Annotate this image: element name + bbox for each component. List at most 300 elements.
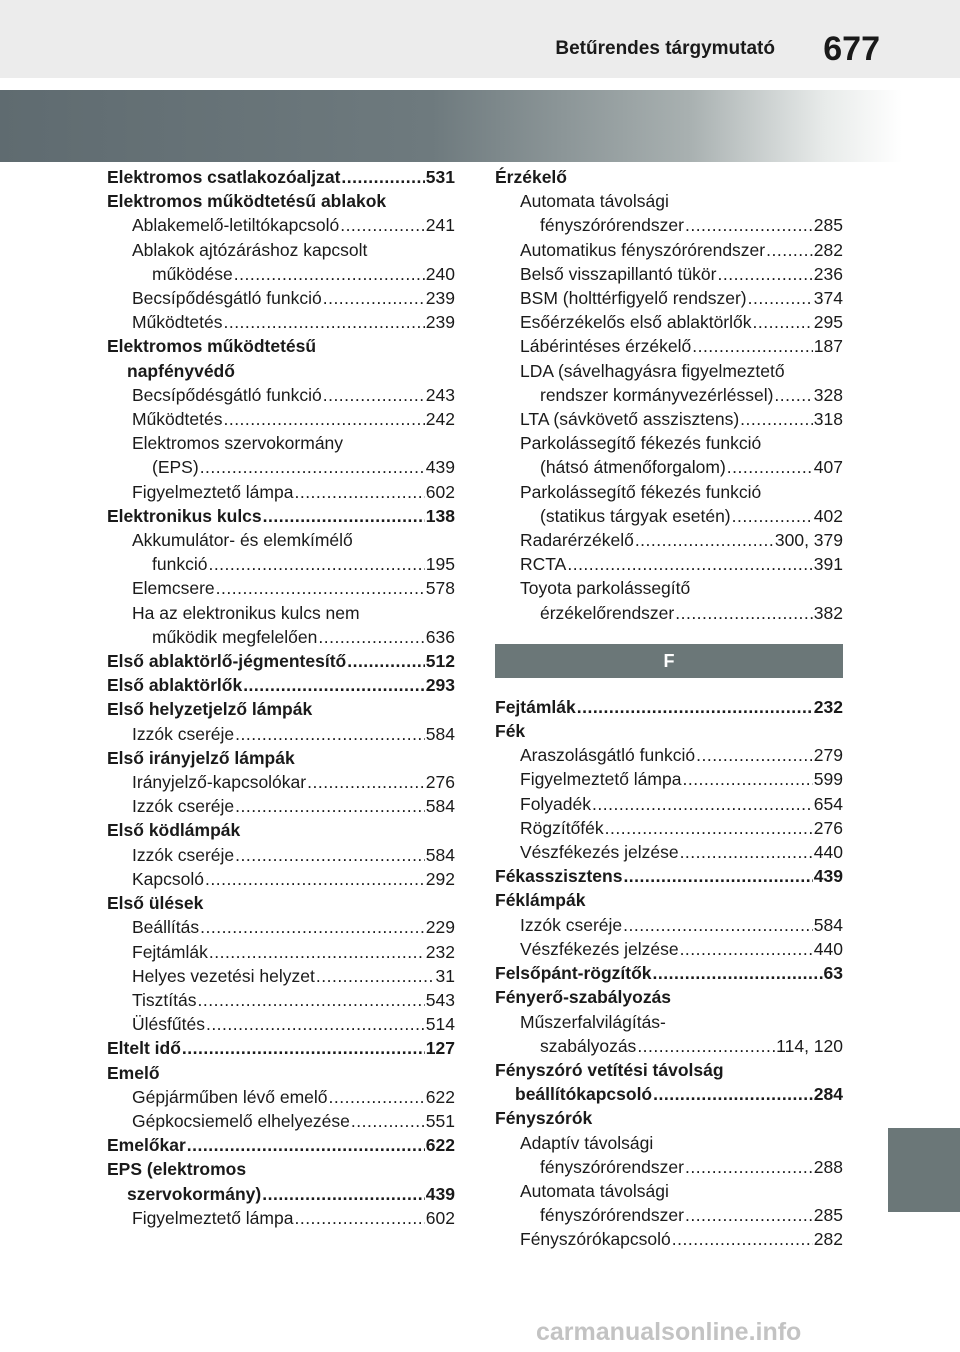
index-entry — [495, 1034, 843, 1058]
index-entry-text: Kapcsoló — [132, 868, 204, 889]
dot-leader — [294, 1206, 424, 1230]
dot-leader — [307, 770, 425, 794]
index-entry — [495, 431, 843, 455]
dot-leader — [243, 673, 425, 697]
index-entry — [495, 310, 843, 334]
index-entry — [495, 913, 843, 937]
index-entry — [107, 504, 455, 528]
index-entry-text: működik megfelelően — [152, 626, 318, 647]
index-entry-page: 241 — [425, 215, 455, 236]
dot-leader — [316, 964, 435, 988]
index-entry-page: 382 — [813, 602, 843, 623]
index-entry — [107, 213, 455, 237]
index-entry — [107, 1133, 455, 1157]
dot-leader — [351, 1109, 425, 1133]
index-entry — [107, 1085, 455, 1109]
index-entry — [495, 407, 843, 431]
index-entry — [495, 334, 843, 358]
index-entry-text: Izzók cseréje — [132, 723, 235, 744]
index-entry-page: 239 — [425, 312, 455, 333]
index-entry — [107, 1036, 455, 1060]
index-entry-text: Belső visszapillantó tükör — [520, 263, 717, 284]
dot-leader — [740, 407, 813, 431]
index-entry — [495, 840, 843, 864]
dot-leader — [592, 792, 813, 816]
index-entry — [107, 552, 455, 576]
index-entry-text: Gépjárműben lévő emelő — [132, 1086, 328, 1107]
index-entry-text: Működtetés — [132, 312, 223, 333]
dot-leader — [637, 1034, 775, 1058]
index-entry — [107, 940, 455, 964]
index-column-right — [495, 165, 843, 1252]
index-entry — [107, 649, 455, 673]
index-entry — [107, 431, 455, 455]
dot-leader — [672, 1227, 813, 1251]
index-entry — [495, 1010, 843, 1034]
index-entry-page: 514 — [425, 1014, 455, 1035]
index-entry — [107, 238, 455, 262]
index-entry — [107, 964, 455, 988]
dot-leader — [577, 695, 813, 719]
index-entry-text: RCTA — [520, 554, 567, 575]
index-entry — [495, 743, 843, 767]
index-entry — [107, 359, 455, 383]
index-entry-text: Fékasszisztens — [495, 866, 623, 887]
index-entry-text: Elektromos működtetésű — [107, 336, 317, 357]
index-entry-text: Első ablaktörlő-jégmentesítő — [107, 651, 347, 672]
index-entry-text: Izzók cseréje — [132, 796, 235, 817]
index-entry — [495, 1131, 843, 1155]
dot-leader — [685, 213, 813, 237]
index-entry-text: Ablakok ajtózáráshoz kapcsolt — [132, 239, 368, 260]
dot-leader — [653, 1082, 813, 1106]
index-entry-text: Rögzítőfék — [520, 817, 604, 838]
index-entry — [107, 1012, 455, 1036]
index-entry-text: Parkolássegítő fékezés funkció — [520, 433, 762, 454]
index-entry-page: 293 — [425, 675, 455, 696]
dot-leader — [682, 767, 812, 791]
index-entry-text: fényszórórendszer — [540, 1156, 684, 1177]
index-entry — [107, 262, 455, 286]
index-entry-text: (hátsó átmenőforgalom) — [540, 457, 726, 478]
index-entry-text: Fejtámlák — [495, 696, 576, 717]
index-entry — [107, 334, 455, 358]
index-entry — [495, 552, 843, 576]
decorative-banner — [0, 90, 960, 162]
index-entry-page: 551 — [425, 1110, 455, 1131]
index-entry-text: Izzók cseréje — [132, 844, 235, 865]
index-entry-page: 622 — [425, 1135, 455, 1156]
index-entry-page: 31 — [435, 965, 455, 986]
index-entry-text: Elektromos csatlakozóaljzat — [107, 167, 341, 187]
index-entry-text: Ha az elektronikus kulcs nem — [132, 602, 360, 623]
index-entry-text: Első ködlámpák — [107, 820, 241, 841]
index-entry — [495, 286, 843, 310]
index-entry-text: szabályozás — [540, 1035, 637, 1056]
index-entry-text: funkció — [152, 554, 208, 575]
dot-leader — [675, 601, 813, 625]
index-entry — [495, 359, 843, 383]
index-entry-text: Elemcsere — [132, 578, 215, 599]
dot-leader — [341, 165, 424, 189]
index-entry-text: Parkolássegítő fékezés funkció — [520, 481, 762, 502]
index-entry — [107, 455, 455, 479]
dot-leader — [727, 455, 813, 479]
index-entry-page: 584 — [425, 796, 455, 817]
index-entry-page: 328 — [813, 384, 843, 405]
index-entry — [495, 213, 843, 237]
index-entry-text: Első ablaktörlők — [107, 675, 243, 696]
index-entry-page: 318 — [813, 409, 843, 430]
dot-leader — [623, 864, 812, 888]
index-entry-text: Folyadék — [520, 793, 592, 814]
index-entry-text: Elektromos szervokormány — [132, 433, 344, 454]
index-entry-text: szervokormány) — [127, 1183, 262, 1204]
index-entry-page: 282 — [813, 1229, 843, 1250]
dot-leader — [635, 528, 774, 552]
index-entry-text: Emelőkar — [107, 1135, 186, 1156]
index-entry-text: Lábérintéses érzékelő — [520, 336, 692, 357]
index-entry-page: 195 — [425, 554, 455, 575]
dot-leader — [187, 1133, 425, 1157]
index-entry-text: Fejtámlák — [132, 941, 208, 962]
index-entry-page: 242 — [425, 409, 455, 430]
dot-leader — [235, 843, 425, 867]
index-entry-page: 391 — [813, 554, 843, 575]
dot-leader — [717, 262, 812, 286]
index-entry-text: fényszórórendszer — [540, 215, 684, 236]
index-entry-page: 439 — [425, 457, 455, 478]
index-entry-page: 512 — [425, 651, 455, 672]
index-entry-page: 622 — [425, 1086, 455, 1107]
index-entry — [107, 310, 455, 334]
index-entry-page: 240 — [425, 263, 455, 284]
index-entry-page: 243 — [425, 384, 455, 405]
dot-leader — [696, 743, 813, 767]
dot-leader — [685, 1203, 813, 1227]
index-entry-text: Helyes vezetési helyzet — [132, 965, 315, 986]
section-header-f: F — [495, 644, 843, 678]
index-entry-page: 440 — [813, 938, 843, 959]
header-bar — [0, 0, 960, 78]
index-entry-text: (EPS) — [152, 457, 199, 478]
index-entry-page: 276 — [813, 817, 843, 838]
index-entry-text: Adaptív távolsági — [520, 1132, 654, 1153]
index-entry-page: 439 — [813, 866, 843, 887]
index-entry — [107, 770, 455, 794]
index-entry — [495, 1179, 843, 1203]
dot-leader — [653, 961, 823, 985]
index-entry-page: 300, 379 — [774, 530, 843, 551]
index-entry — [495, 528, 843, 552]
index-entry-text: Irányjelző-kapcsolókar — [132, 772, 307, 793]
index-entry — [495, 576, 843, 600]
index-entry-text: LDA (sávelhagyásra figyelmeztető — [520, 360, 785, 381]
index-entry-text: Első irányjelző lámpák — [107, 747, 295, 768]
index-entry-page: 599 — [813, 769, 843, 790]
index-entry — [107, 915, 455, 939]
dot-leader — [200, 455, 425, 479]
index-entry-page: 114, 120 — [776, 1035, 843, 1056]
index-entry — [107, 867, 455, 891]
index-entry-text: beállítókapcsoló — [515, 1084, 653, 1105]
dot-leader — [340, 213, 425, 237]
index-entry — [107, 407, 455, 431]
index-entry — [107, 1206, 455, 1230]
index-entry-text: Fényszórókapcsoló — [520, 1229, 671, 1250]
dot-leader — [732, 504, 813, 528]
dot-leader — [263, 504, 425, 528]
index-entry-text: Vészfékezés jelzése — [520, 938, 679, 959]
index-entry-page: 138 — [425, 505, 455, 526]
index-entry-page: 292 — [425, 868, 455, 889]
dot-leader — [206, 1012, 425, 1036]
index-entry-text: Első ülések — [107, 893, 204, 914]
index-entry-text: Izzók cseréje — [520, 914, 623, 935]
index-entry — [495, 262, 843, 286]
index-entry-page: 602 — [425, 481, 455, 502]
index-entry-text: Emelő — [107, 1062, 160, 1083]
index-entry — [495, 888, 843, 912]
index-entry-page: 578 — [425, 578, 455, 599]
dot-leader — [235, 722, 425, 746]
index-entry-page: 285 — [813, 1205, 843, 1226]
index-entry-text: Fényszóró vetítési távolság — [495, 1059, 724, 1080]
index-entry — [495, 695, 843, 719]
index-entry-text: Beállítás — [132, 917, 200, 938]
index-entry-page: 654 — [813, 793, 843, 814]
index-entry — [107, 576, 455, 600]
index-entry-text: Ülésfűtés — [132, 1014, 205, 1035]
index-entry-text: napfényvédő — [127, 360, 235, 381]
index-entry — [495, 1227, 843, 1251]
index-entry-text: Vészfékezés jelzése — [520, 842, 679, 863]
index-entry — [495, 504, 843, 528]
index-entry-text: Elektromos működtetésű ablakok — [107, 191, 387, 212]
index-entry-page: 407 — [813, 457, 843, 478]
index-entry — [495, 961, 843, 985]
dot-leader — [198, 988, 425, 1012]
index-entry — [107, 601, 455, 625]
index-entry-text: Esőérzékelős első ablaktörlők — [520, 312, 752, 333]
index-entry-page: 402 — [813, 505, 843, 526]
index-entry — [107, 673, 455, 697]
index-entry-text: Automatikus fényszórórendszer — [520, 239, 766, 260]
index-entry-text: Radarérzékelő — [520, 530, 634, 551]
index-entry-page: 239 — [425, 288, 455, 309]
index-entry — [107, 286, 455, 310]
index-column-left — [107, 165, 455, 1230]
index-entry — [107, 1109, 455, 1133]
index-entry — [107, 1061, 455, 1085]
dot-leader — [182, 1036, 425, 1060]
dot-leader — [347, 649, 425, 673]
watermark: carmanualsonline.info — [536, 1318, 802, 1346]
dot-leader — [223, 310, 424, 334]
index-entry — [107, 480, 455, 504]
index-entry — [107, 843, 455, 867]
index-entry — [107, 891, 455, 915]
index-entry-text: Automata távolsági — [520, 1180, 669, 1201]
dot-leader — [323, 286, 425, 310]
dot-leader — [294, 480, 424, 504]
index-entry-text: Ablakemelő-letiltókapcsoló — [132, 215, 340, 236]
index-entry — [495, 1058, 843, 1082]
index-entry — [495, 480, 843, 504]
index-entry-text: EPS (elektromos — [107, 1159, 247, 1180]
index-entry-text: Első helyzetjelző lámpák — [107, 699, 313, 720]
index-entry-text: LTA (sávkövető asszisztens) — [520, 409, 740, 430]
index-entry-page: 232 — [813, 696, 843, 717]
index-entry — [107, 697, 455, 721]
index-entry — [495, 189, 843, 213]
dot-leader — [567, 552, 812, 576]
dot-leader — [234, 262, 425, 286]
dot-leader — [774, 383, 812, 407]
dot-leader — [753, 310, 813, 334]
index-entry-text: BSM (holttérfigyelő rendszer) — [520, 288, 747, 309]
index-entry-page: 285 — [813, 215, 843, 236]
index-entry-page: 229 — [425, 917, 455, 938]
index-entry — [495, 455, 843, 479]
dot-leader — [235, 794, 425, 818]
index-entry-page: 284 — [813, 1084, 843, 1105]
index-entry-text: Automata távolsági — [520, 191, 669, 212]
index-entry-page: 439 — [425, 1183, 455, 1204]
index-entry-page: 584 — [425, 844, 455, 865]
index-entry — [495, 1082, 843, 1106]
index-entry — [107, 1157, 455, 1181]
index-entry-page: 602 — [425, 1207, 455, 1228]
dot-leader — [216, 576, 425, 600]
index-entry-text: Figyelmeztető lámpa — [132, 1207, 294, 1228]
dot-leader — [223, 407, 424, 431]
index-entry — [107, 189, 455, 213]
index-entry-text: működése — [152, 263, 233, 284]
index-entry-page: 276 — [425, 772, 455, 793]
page-title: Betűrendes tárgymutató — [555, 38, 775, 59]
index-entry — [107, 383, 455, 407]
index-entry-text: Fék — [495, 721, 526, 742]
index-entry-text: Akkumulátor- és elemkímélő — [132, 530, 353, 551]
index-entry-text: Becsípődésgátló funkció — [132, 384, 322, 405]
index-entry — [495, 1203, 843, 1227]
index-entry-text: Toyota parkolássegítő — [520, 578, 691, 599]
dot-leader — [605, 816, 813, 840]
index-entry-text: Gépkocsiemelő elhelyezése — [132, 1110, 350, 1131]
index-entry-page: 584 — [813, 914, 843, 935]
index-entry — [107, 722, 455, 746]
dot-leader — [623, 913, 813, 937]
chapter-tab — [888, 1128, 960, 1212]
index-entry — [495, 985, 843, 1009]
index-entry-page: 236 — [813, 263, 843, 284]
index-entry — [495, 1106, 843, 1130]
dot-leader — [766, 238, 813, 262]
index-entry — [107, 818, 455, 842]
index-entry-text: Tisztítás — [132, 989, 197, 1010]
index-entry-text: fényszórórendszer — [540, 1205, 684, 1226]
index-entry-page: 584 — [425, 723, 455, 744]
index-entry — [495, 937, 843, 961]
index-entry — [107, 1182, 455, 1206]
index-entry — [495, 719, 843, 743]
dot-leader — [685, 1155, 813, 1179]
dot-leader — [329, 1085, 425, 1109]
index-entry-page: 374 — [813, 288, 843, 309]
index-entry-page: 531 — [425, 167, 455, 187]
index-entry — [495, 383, 843, 407]
index-entry — [495, 816, 843, 840]
index-entry — [495, 1155, 843, 1179]
index-list-right-top — [495, 165, 843, 625]
index-entry — [107, 625, 455, 649]
index-list-right-bottom — [495, 695, 843, 1252]
index-entry — [495, 767, 843, 791]
index-entry-text: Elektronikus kulcs — [107, 505, 262, 526]
index-entry-text: Fényerő-szabályozás — [495, 987, 672, 1008]
dot-leader — [680, 937, 813, 961]
dot-leader — [680, 840, 813, 864]
dot-leader — [200, 915, 425, 939]
dot-leader — [318, 625, 424, 649]
index-entry-text: (statikus tárgyak esetén) — [540, 505, 731, 526]
dot-leader — [323, 383, 425, 407]
index-entry-text: rendszer kormányvezérléssel) — [540, 384, 774, 405]
index-entry-text: Féklámpák — [495, 890, 586, 911]
index-entry — [495, 864, 843, 888]
dot-leader — [205, 867, 425, 891]
index-entry-text: Működtetés — [132, 409, 223, 430]
index-entry — [107, 165, 455, 189]
index-entry-text: Műszerfalvilágítás- — [520, 1011, 666, 1032]
index-entry-text: Becsípődésgátló funkció — [132, 288, 322, 309]
index-entry-page: 288 — [813, 1156, 843, 1177]
index-entry — [495, 601, 843, 625]
index-entry-text: Felsőpánt-rögzítők — [495, 963, 652, 984]
index-entry-page: 636 — [425, 626, 455, 647]
index-entry-page: 440 — [813, 842, 843, 863]
index-entry-text: Figyelmeztető lámpa — [132, 481, 294, 502]
index-entry — [107, 794, 455, 818]
index-entry-text: Figyelmeztető lámpa — [520, 769, 682, 790]
index-entry — [107, 746, 455, 770]
dot-leader — [209, 940, 425, 964]
index-entry-text: érzékelőrendszer — [540, 602, 675, 623]
index-entry-page: 279 — [813, 745, 843, 766]
index-entry — [107, 988, 455, 1012]
index-entry-page: 543 — [425, 989, 455, 1010]
index-entry-text: Araszolásgátló funkció — [520, 745, 696, 766]
dot-leader — [208, 552, 424, 576]
index-entry-page: 232 — [425, 941, 455, 962]
index-entry-page: 127 — [425, 1038, 455, 1059]
index-entry — [495, 165, 843, 189]
index-entry — [107, 528, 455, 552]
index-entry-page: 282 — [813, 239, 843, 260]
index-entry-page: 187 — [813, 336, 843, 357]
index-entry-page: 63 — [823, 963, 843, 984]
index-entry-text: Fényszórók — [495, 1108, 593, 1129]
index-entry-text: Érzékelő — [495, 167, 567, 187]
index-entry-text: Eltelt idő — [107, 1038, 181, 1059]
index-entry — [495, 792, 843, 816]
dot-leader — [692, 334, 813, 358]
dot-leader — [262, 1182, 425, 1206]
index-entry-page: 295 — [813, 312, 843, 333]
index-entry — [495, 238, 843, 262]
dot-leader — [748, 286, 813, 310]
